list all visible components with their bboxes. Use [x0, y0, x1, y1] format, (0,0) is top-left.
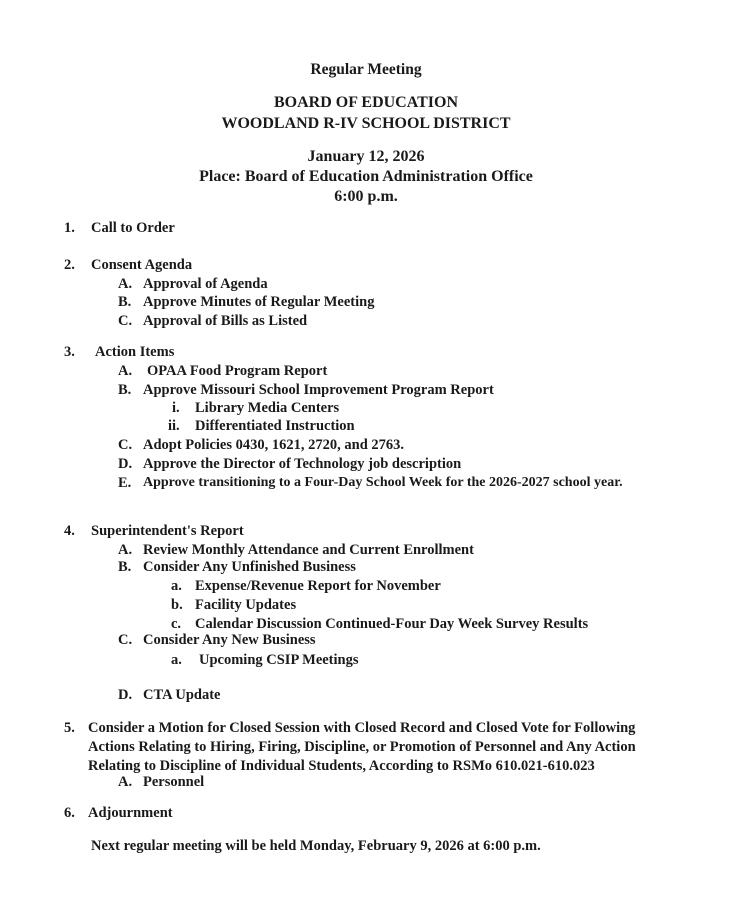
item-1-number: 1. [64, 220, 75, 236]
item-4b-a-number: a. [171, 578, 182, 594]
item-3c-number: C. [118, 437, 133, 453]
item-1-label: Call to Order [91, 220, 175, 236]
item-4a-number: A. [118, 542, 133, 558]
item-2c-number: C. [118, 313, 133, 329]
item-2c-label: Approval of Bills as Listed [143, 313, 308, 329]
item-5-line-1: Consider a Motion for Closed Session with Closed Record and Closed Vote for Following [88, 720, 636, 736]
item-5a-number: A. [118, 774, 133, 790]
item-5-number: 5. [64, 720, 75, 736]
item-3a-label: OPAA Food Program Report [147, 363, 328, 379]
item-3d-label: Approve the Director of Technology job description [143, 456, 462, 472]
item-4b-label: Consider Any Unfinished Business [143, 559, 356, 575]
item-4-number: 4. [64, 523, 75, 539]
item-3b-label: Approve Missouri School Improvement Program Report [143, 382, 494, 398]
item-3e-number: E. [118, 475, 132, 491]
item-3b-i-label: Library Media Centers [195, 400, 340, 416]
item-4c-number: C. [118, 632, 133, 648]
item-3d-number: D. [118, 456, 133, 472]
item-2b-label: Approve Minutes of Regular Meeting [143, 294, 375, 310]
item-2-number: 2. [64, 257, 75, 273]
district-title: WOODLAND R-IV SCHOOL DISTRICT [221, 115, 511, 132]
item-5a-label: Personnel [143, 774, 205, 790]
item-3b-number: B. [118, 382, 132, 398]
item-3-number: 3. [64, 344, 75, 360]
item-6-label: Adjournment [88, 805, 173, 821]
item-3e-label: Approve transitioning to a Four-Day School Week for the 2026-2027 school year. [143, 475, 623, 490]
item-4c-a-label: Upcoming CSIP Meetings [199, 652, 359, 668]
item-3-label: Action Items [95, 344, 175, 360]
item-3c-label: Adopt Policies 0430, 1621, 2720, and 2763. [143, 437, 405, 453]
item-3a-number: A. [118, 363, 133, 379]
meeting-type: Regular Meeting [310, 61, 422, 78]
meeting-time: 6:00 p.m. [334, 188, 398, 205]
next-meeting-note: Next regular meeting will be held Monday, February 9, 2026 at 6:00 p.m. [91, 838, 541, 854]
item-2-label: Consent Agenda [91, 257, 193, 273]
item-5-line-2: Actions Relating to Hiring, Firing, Discipline, or Promotion of Personnel and Any Action [88, 739, 636, 755]
item-4-label: Superintendent's Report [91, 523, 244, 539]
item-4c-a-number: a. [171, 652, 182, 668]
item-2a-label: Approval of Agenda [143, 276, 268, 292]
item-4d-number: D. [118, 687, 133, 703]
item-4c-label: Consider Any New Business [143, 632, 316, 648]
item-3b-ii-label: Differentiated Instruction [195, 418, 355, 434]
item-4b-c-label: Calendar Discussion Continued-Four Day Week Survey Results [195, 616, 589, 632]
item-6-number: 6. [64, 805, 75, 821]
item-3b-i-number: i. [172, 400, 180, 416]
item-4a-label: Review Monthly Attendance and Current Enrollment [143, 542, 474, 558]
item-4b-b-label: Facility Updates [195, 597, 297, 613]
item-4b-number: B. [118, 559, 132, 575]
item-4b-a-label: Expense/Revenue Report for November [195, 578, 441, 594]
meeting-place: Place: Board of Education Administration Office [199, 168, 533, 185]
item-2b-number: B. [118, 294, 132, 310]
item-4b-c-number: c. [171, 616, 182, 632]
meeting-date: January 12, 2026 [307, 148, 425, 165]
item-4b-b-number: b. [171, 597, 183, 613]
item-5-line-3: Relating to Discipline of Individual Students, According to RSMo 610.021-610.023 [88, 758, 595, 774]
board-title: BOARD OF EDUCATION [273, 94, 458, 111]
item-2a-number: A. [118, 276, 133, 292]
item-4d-label: CTA Update [143, 687, 221, 703]
item-3b-ii-number: ii. [168, 418, 180, 434]
